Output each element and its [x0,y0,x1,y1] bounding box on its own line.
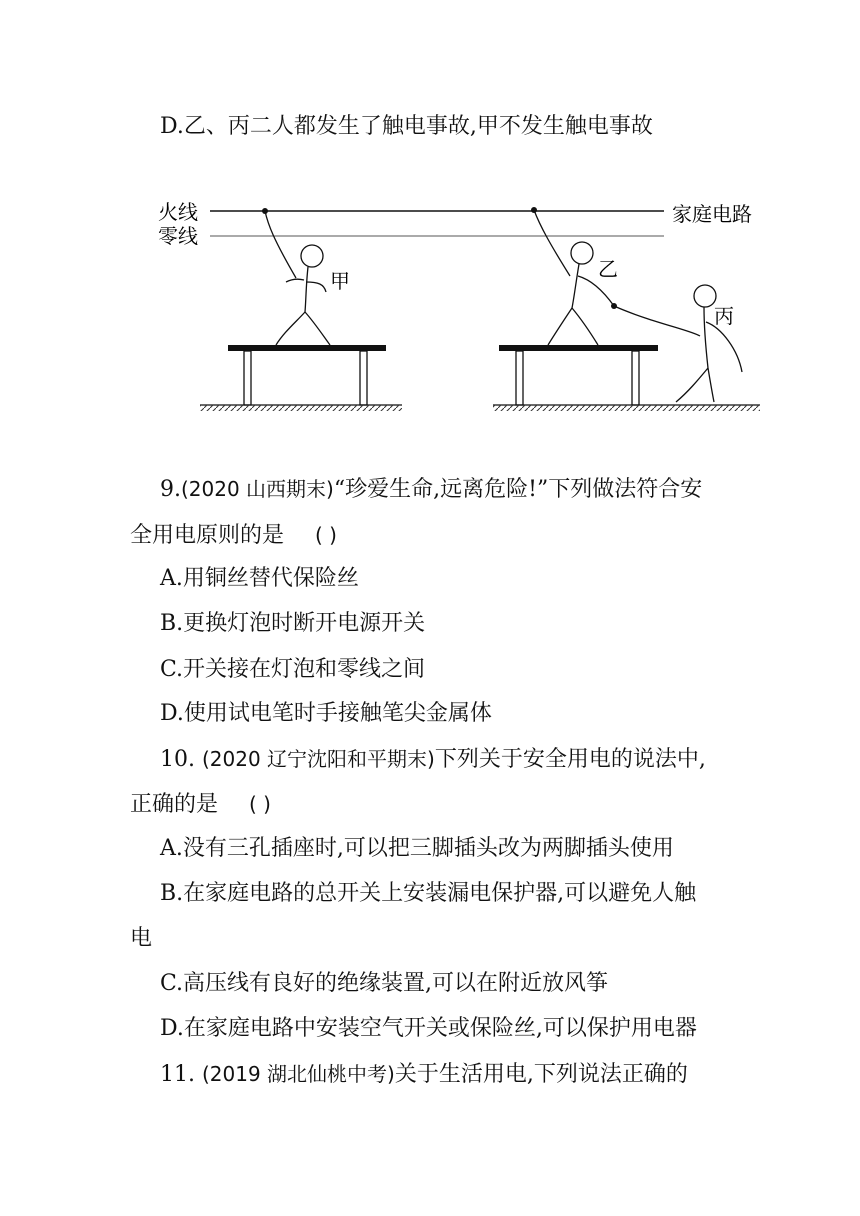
circuit-label: 家庭电路 [672,202,752,226]
live-wire-label: 火线 [158,200,198,224]
question-11-line1 [160,1059,688,1090]
question-10-line1 [160,744,706,775]
question-10-answer-bracket: ( ) [249,792,271,816]
contact-point-jia [262,208,268,214]
question-10-option-a: A.没有三孔插座时,可以把三脚插头改为两脚插头使用 [160,836,674,861]
ground-right [493,405,760,411]
question-9-number: 9. [160,477,181,502]
question-10-option-b-line2: 电 [130,926,153,951]
question-9-option-d: D.使用试电笔时手接触笔尖金属体 [160,701,492,726]
question-9-line2 [130,520,385,551]
question-10-source: (2020 辽宁沈阳和平期末) [202,747,435,771]
contact-point-yi [531,207,537,213]
question-10-option-c: C.高压线有良好的绝缘装置,可以在附近放风筝 [160,971,609,996]
question-11-source: (2019 湖北仙桃中考) [202,1062,395,1086]
table-left [228,345,386,405]
person-jia-label: 甲 [330,269,350,293]
question-10-stem-part2: 正确的是 [130,792,219,817]
contact-point-bing [611,303,617,309]
table-right [499,345,658,405]
question-10-option-d: D.在家庭电路中安装空气开关或保险丝,可以保护用电器 [160,1016,697,1041]
prev-option-d: D.乙、丙二人都发生了触电事故,甲不发生触电事故 [160,114,653,139]
person-bing-label: 丙 [714,304,734,328]
question-9-stem-part1: “珍爱生命,远离危险!”下列做法符合安 [333,477,703,502]
question-9-stem-part2: 全用电原则的是 [130,523,285,548]
question-9-option-c: C.开关接在灯泡和零线之间 [160,657,426,682]
person-bing [614,285,742,402]
question-11-number: 11. [160,1062,195,1087]
question-9-answer-bracket: ( ) [315,523,337,547]
ground-left [200,405,402,411]
question-10-stem-part1: 下列关于安全用电的说法中, [434,747,706,772]
neutral-wire-label: 零线 [158,224,198,248]
question-9-line1 [160,474,702,505]
question-10-line2 [130,789,319,820]
question-9-option-a: A.用铜丝替代保险丝 [160,566,359,591]
question-11-stem-part1: 关于生活用电,下列说法正确的 [394,1062,688,1087]
question-9-option-b: B.更换灯泡时断开电源开关 [160,611,426,636]
question-10-number: 10. [160,747,195,772]
question-10-option-b-line1: B.在家庭电路的总开关上安装漏电保护器,可以避免人触 [160,881,697,906]
person-jia [265,211,330,345]
person-yi-label: 乙 [598,257,618,281]
question-9-source: (2020 山西期末) [181,477,334,501]
